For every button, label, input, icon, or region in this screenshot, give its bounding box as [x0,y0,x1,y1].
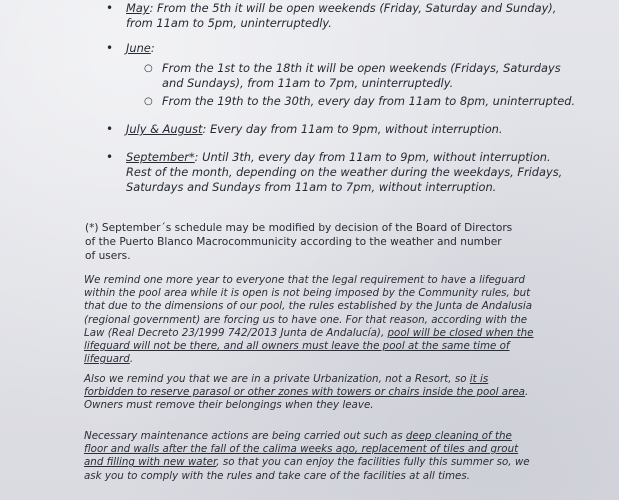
september-note: (*) September´s schedule may be modified by decision of the Board of Directors of the Puerto Blanco Macrocommunicity according to the weather and number of users. [85,222,513,262]
bullet-icon: • [106,1,114,15]
bullet-icon: • [106,122,114,136]
schedule-item-july-august [106,122,576,137]
schedule-item-may [106,1,576,31]
schedule-item-june [106,41,576,109]
may-text: : From the 5th it will be open weekends (Friday, Saturday and Sunday), from 11am to 5pm, uninterruptedly. [126,1,557,30]
schedule-list [106,0,576,195]
maintenance-text-end: , so that you can enjoy the facilities fully this summer so, we ask you to comply with the rules and take care of the facilities at all times. [84,456,530,482]
september-text: : Until 3th, every day from 11am to 9pm, without interruption. Rest of the month, depending on the weather during the weekdays, Fridays, Saturdays and Sundays from 11am to 7pm, without interruption. [126,150,563,194]
lifeguard-paragraph [84,274,534,366]
bullet-icon: • [106,150,114,164]
maintenance-paragraph [84,430,534,483]
month-july-august: July & August [126,122,203,136]
june-colon: : [150,41,155,55]
lifeguard-underlined-text: pool will be closed when the lifeguard will not be there, and all owners must leave the pool at the same time of lifeguard [84,326,534,366]
urbanization-text: Also we remind you that we are in a private Urbanization, not a Resort, so [84,373,467,385]
july-august-text: : Every day from 11am to 9pm, without interruption. [202,122,503,136]
lifeguard-text: We remind one more year to everyone that the legal requirement to have a lifeguard within the pool area while it is open is not being imposed by the Community rules, but that due to the dimensions of our pool, the rules established by the Junta de Andalusia (regional government) are forcing us to have one. For that reason, according with the Law (Real Decreto 23/1999 742/2013 Junta de Andalucía), [84,274,533,339]
lifeguard-end: . [129,353,134,366]
urbanization-underlined-text: it is forbidden to reserve parasol or other zones with towers or chairs inside the pool area [84,373,525,399]
bullet-icon: • [106,41,114,55]
month-september: September* [126,150,195,164]
month-june: June [126,41,151,55]
circle-bullet-icon: ○ [144,63,153,74]
june-subitem-1 [126,61,576,91]
june-subitem-2 [126,94,576,109]
month-may: May [126,1,150,15]
june-subitem-1-text: From the 1st to the 18th it will be open weekends (Fridays, Saturdays and Sundays), from 11am to 7pm, uninterruptedly. [162,61,561,90]
private-urbanization-paragraph [84,373,534,413]
maintenance-underlined-text: deep cleaning of the floor and walls after the fall of the calima weeks ago, replacement of tiles and grout and filling with new water [84,430,519,469]
circle-bullet-icon: ○ [144,96,153,107]
schedule-item-september [106,150,576,195]
urbanization-text-end: . Owners must remove their belongings when they leave. [84,386,529,412]
june-subitem-2-text: From the 19th to the 30th, every day from 11am to 8pm, uninterrupted. [162,94,576,108]
maintenance-text: Necessary maintenance actions are being carried out such as [84,430,403,442]
